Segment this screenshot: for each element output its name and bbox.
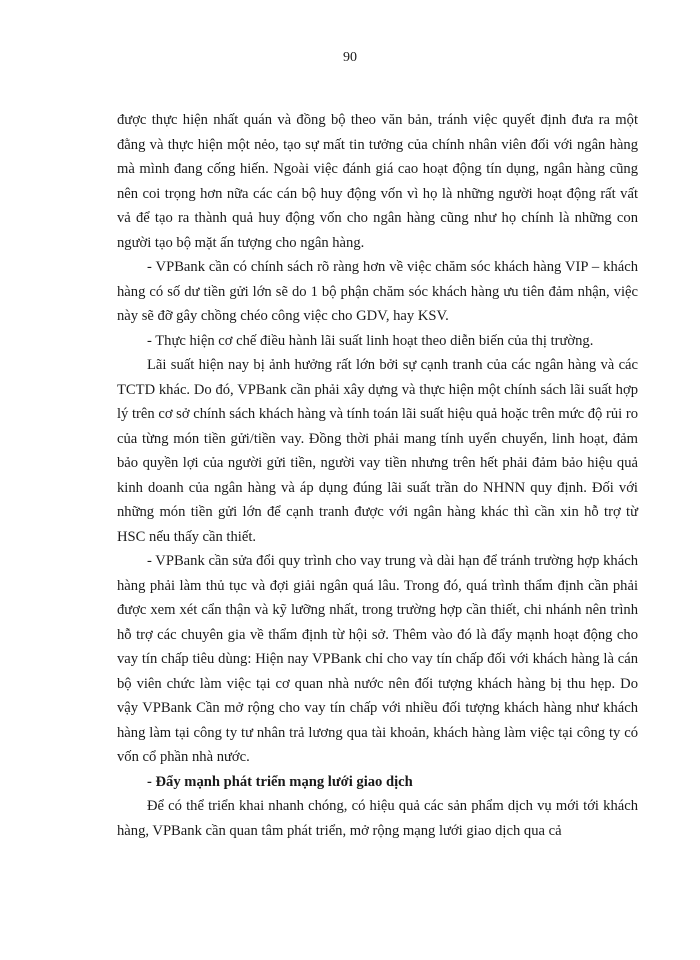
paragraph-network-development: Để có thể triển khai nhanh chóng, có hiệu quả các sản phẩm dịch vụ mới tới khách hàng, VPBank cần quan tâm phát triển, mở rộng mạng lưới giao dịch qua cả: [117, 798, 638, 839]
paragraph-continued: được thực hiện nhất quán và đồng bộ theo văn bản, tránh việc quyết định đưa ra một đằng và thực hiện một nẻo, tạo sự mất tin tưởng của chính nhân viên đối với ngân hàng mà mình đang cống hiến. Ngoài việc đánh giá cao hoạt động tín dụng, ngân hàng cũng nên coi trọng hơn nữa các cán bộ huy động vốn vì họ là những người hoạt động rất vất vả để tạo ra thành quả huy động vốn cho ngân hàng cũng như họ chính là những con người tạo bộ mặt ấn tượng cho ngân hàng.: [117, 112, 638, 251]
paragraph-interest-rate: Lãi suất hiện nay bị ảnh hưởng rất lớn bởi sự cạnh tranh của các ngân hàng và các TCTD khác. Do đó, VPBank cần phải xây dựng và thực hiện một chính sách lãi suất hợp lý trên cơ sở chính sách khách hàng và tính toán lãi suất hiệu quả hoặc trên mức độ rủi ro của từng món tiền gửi/tiền vay. Đồng thời phải mang tính uyển chuyển, linh hoạt, đảm bảo quyền lợi của người gửi tiền, người vay tiền nhưng trên hết phải đảm bảo hiệu quả kinh doanh của ngân hàng và áp dụng đúng lãi suất trần do NHNN quy định. Đối với những món tiền gửi lớn để cạnh tranh được với ngân hàng khác thì cần xin hỗ trợ từ HSC nếu thấy cần thiết.: [117, 357, 638, 545]
paragraph-lending-process: - VPBank cần sửa đổi quy trình cho vay trung và dài hạn để tránh trường hợp khách hàng phải làm thủ tục và đợi giải ngân quá lâu. Trong đó, quá trình thẩm định cần phải được xem xét cẩn thận và kỹ lưỡng nhất, trong trường hợp cần thiết, chi nhánh nên trình hỗ trợ các chuyên gia về thẩm định từ hội sở. Thêm vào đó là đẩy mạnh hoạt động cho vay tín chấp tiêu dùng: Hiện nay VPBank chỉ cho vay tín chấp đối với khách hàng là cán bộ viên chức làm việc tại cơ quan nhà nước nên đối tượng khách hàng bị thu hẹp. Do vậy VPBank Cần mở rộng cho vay tín chấp với nhiều đối tượng khách hàng như khách hàng làm tại công ty tư nhân trả lương qua tài khoản, khách hàng làm việc tại công ty có vốn cổ phần nhà nước.: [117, 553, 638, 765]
paragraph-network-heading: - Đẩy mạnh phát triển mạng lưới giao dịch: [147, 773, 413, 790]
paragraph-vip-customer-care: - VPBank cần có chính sách rõ ràng hơn về việc chăm sóc khách hàng VIP – khách hàng có số dư tiền gửi lớn sẽ do 1 bộ phận chăm sóc khách hàng ưu tiên đảm nhận, việc này sẽ đỡ gây chồng chéo công việc cho GDV, hay KSV.: [117, 259, 638, 324]
page-body: [117, 108, 638, 843]
page-number: 90: [343, 50, 357, 65]
paragraph-interest-mechanism: - Thực hiện cơ chế điều hành lãi suất linh hoạt theo diễn biến của thị trường.: [147, 332, 594, 349]
